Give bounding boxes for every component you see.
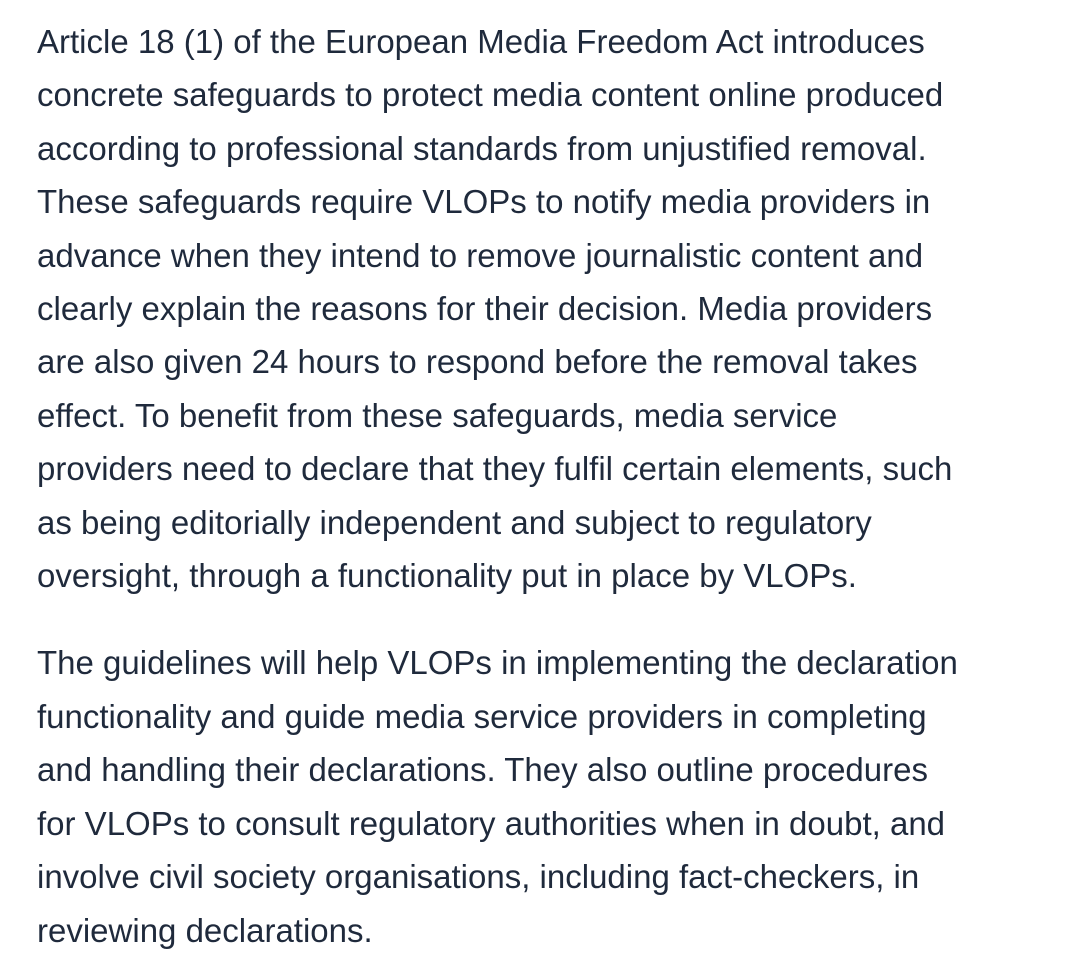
- text-line: reviewing declarations.: [37, 911, 373, 949]
- paragraph-article-18: [37, 15, 1037, 602]
- text-line: The guidelines will help VLOPs in implementing the declaration: [37, 644, 958, 682]
- text-line: Article 18 (1) of the European Media Freedom Act introduces: [37, 23, 925, 60]
- text-line: effect. To benefit from these safeguards, media service: [37, 396, 838, 434]
- text-line: concrete safeguards to protect media content online produced: [37, 76, 944, 114]
- text-line: oversight, through a functionality put in place by VLOPs.: [37, 557, 857, 595]
- text-line: advance when they intend to remove journalistic content and: [37, 236, 924, 274]
- text-line: are also given 24 hours to respond before the removal takes: [37, 343, 918, 381]
- text-line: for VLOPs to consult regulatory authorities when in doubt, and: [37, 804, 946, 842]
- article-body: [37, 15, 1037, 957]
- text-line: involve civil society organisations, including fact-checkers, in: [37, 858, 920, 896]
- text-line: These safeguards require VLOPs to notify media providers in: [37, 183, 931, 221]
- text-line: and handling their declarations. They also outline procedures: [37, 751, 928, 789]
- text-line: clearly explain the reasons for their decision. Media providers: [37, 290, 933, 328]
- text-line: functionality and guide media service providers in completing: [37, 697, 927, 735]
- paragraph-guidelines: [37, 636, 1037, 956]
- text-line: as being editorially independent and subject to regulatory: [37, 503, 872, 541]
- text-line: providers need to declare that they fulfil certain elements, such: [37, 450, 953, 488]
- text-line: according to professional standards from unjustified removal.: [37, 129, 927, 167]
